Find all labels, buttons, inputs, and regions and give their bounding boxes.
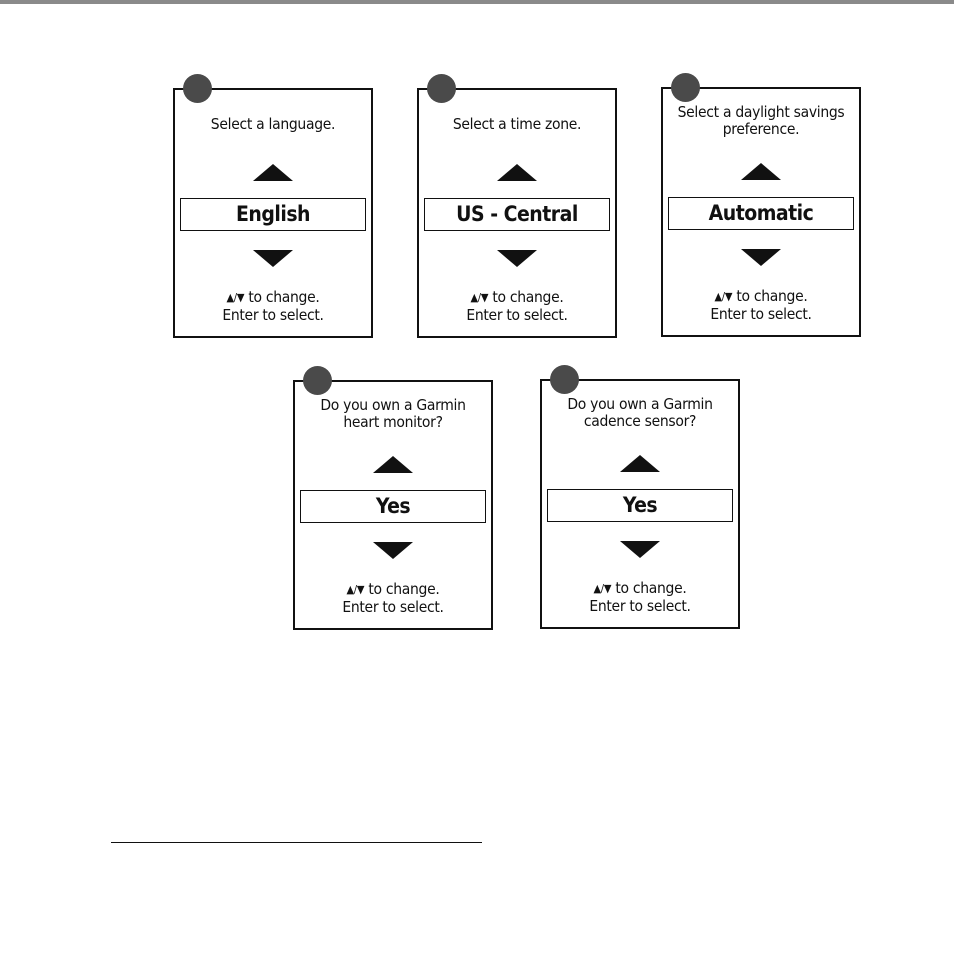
prompt-line: preference. bbox=[722, 120, 800, 138]
language-screen bbox=[173, 88, 373, 338]
down-triangle-icon[interactable] bbox=[497, 250, 537, 267]
prompt-line: Select a language. bbox=[210, 115, 336, 133]
screen-prompt bbox=[419, 116, 615, 133]
prompt-line: cadence sensor? bbox=[583, 412, 697, 430]
hint-line-2: Enter to select. bbox=[466, 306, 568, 324]
prompt-line: Select a time zone. bbox=[452, 115, 582, 133]
down-triangle-icon[interactable] bbox=[741, 249, 781, 266]
hint-change-text: to change. bbox=[492, 288, 564, 306]
up-triangle-icon[interactable] bbox=[373, 456, 413, 473]
hint-line-2: Enter to select. bbox=[222, 306, 324, 324]
up-triangle-icon[interactable] bbox=[497, 164, 537, 181]
screen-hint bbox=[295, 581, 491, 616]
daylight-savings-selector[interactable]: Automatic bbox=[668, 197, 854, 230]
hint-line-1 bbox=[419, 289, 615, 307]
step-circle-icon bbox=[427, 74, 456, 103]
step-circle-icon bbox=[550, 365, 579, 394]
hint-change-text: to change. bbox=[368, 580, 440, 598]
screen-hint bbox=[663, 288, 859, 323]
up-down-icon: ▲/▼ bbox=[470, 291, 489, 304]
hint-line-1 bbox=[663, 288, 859, 306]
language-selector[interactable]: English bbox=[180, 198, 366, 231]
hint-line-1 bbox=[295, 581, 491, 599]
up-down-icon: ▲/▼ bbox=[593, 582, 612, 595]
daylight-savings-screen bbox=[661, 87, 861, 337]
screen-hint bbox=[419, 289, 615, 324]
cadence-sensor-screen bbox=[540, 379, 740, 629]
time-zone-screen bbox=[417, 88, 617, 338]
hint-change-text: to change. bbox=[248, 288, 320, 306]
step-circle-icon bbox=[671, 73, 700, 102]
down-triangle-icon[interactable] bbox=[253, 250, 293, 267]
footnote-rule bbox=[111, 842, 482, 843]
down-triangle-icon[interactable] bbox=[373, 542, 413, 559]
step-circle-icon bbox=[303, 366, 332, 395]
hint-line-2: Enter to select. bbox=[589, 597, 691, 615]
screen-prompt bbox=[175, 116, 371, 133]
hint-line-2: Enter to select. bbox=[710, 305, 812, 323]
page-top-rule bbox=[0, 0, 954, 4]
hint-change-text: to change. bbox=[736, 287, 808, 305]
hint-change-text: to change. bbox=[615, 579, 687, 597]
cadence-sensor-selector[interactable]: Yes bbox=[547, 489, 733, 522]
prompt-line: Select a daylight savings bbox=[677, 103, 845, 121]
down-triangle-icon[interactable] bbox=[620, 541, 660, 558]
screen-hint bbox=[542, 580, 738, 615]
prompt-line: Do you own a Garmin bbox=[567, 395, 713, 413]
hint-line-1 bbox=[175, 289, 371, 307]
step-circle-icon bbox=[183, 74, 212, 103]
up-triangle-icon[interactable] bbox=[741, 163, 781, 180]
up-down-icon: ▲/▼ bbox=[226, 291, 245, 304]
up-triangle-icon[interactable] bbox=[620, 455, 660, 472]
up-down-icon: ▲/▼ bbox=[714, 290, 733, 303]
up-down-icon: ▲/▼ bbox=[346, 583, 365, 596]
screen-hint bbox=[175, 289, 371, 324]
heart-monitor-selector[interactable]: Yes bbox=[300, 490, 486, 523]
screen-prompt bbox=[663, 104, 859, 138]
up-triangle-icon[interactable] bbox=[253, 164, 293, 181]
screen-prompt bbox=[295, 397, 491, 431]
heart-monitor-screen bbox=[293, 380, 493, 630]
prompt-line: heart monitor? bbox=[343, 413, 443, 431]
screen-prompt bbox=[542, 396, 738, 430]
hint-line-1 bbox=[542, 580, 738, 598]
hint-line-2: Enter to select. bbox=[342, 598, 444, 616]
time-zone-selector[interactable]: US - Central bbox=[424, 198, 610, 231]
prompt-line: Do you own a Garmin bbox=[320, 396, 466, 414]
